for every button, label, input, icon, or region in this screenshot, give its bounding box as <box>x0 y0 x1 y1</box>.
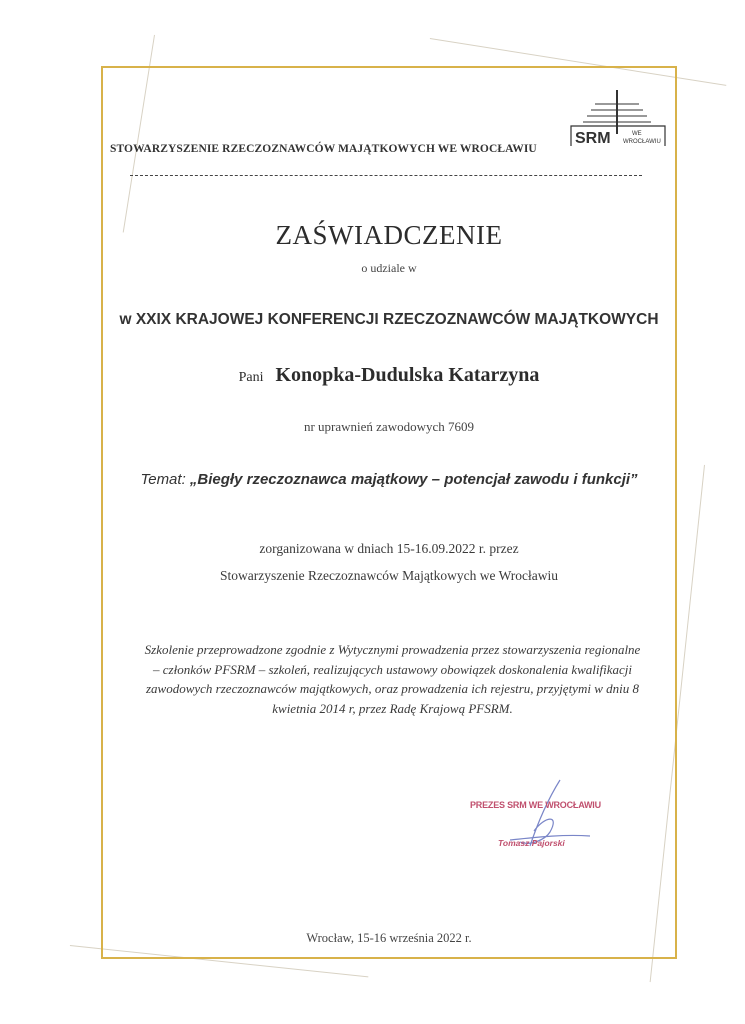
note-line: zawodowych rzeczoznawców majątkowych, oraz prowadzenia ich rejestru, przyjętymi w dniu 8 <box>145 681 639 696</box>
svg-text:SRM: SRM <box>575 130 611 147</box>
organizer-name: Stowarzyszenie Rzeczoznawców Majątkowych we Wrocławiu <box>219 568 559 583</box>
organized-dates: zorganizowana w dniach 15-16.09.2022 r. przez <box>259 541 519 556</box>
svg-text:WROCŁAWIU: WROCŁAWIU <box>623 139 661 145</box>
conference-name: w XXIX KRAJOWEJ KONFERENCJI RZECZOZNAWCÓW MAJĄTKOWYCH <box>119 311 659 328</box>
header-divider <box>130 175 642 176</box>
participant <box>101 364 677 387</box>
stamp-title: PREZES SRM WE WROCŁAWIU <box>470 800 601 810</box>
stamp-name: Tomasz Pajorski <box>498 838 565 848</box>
participant-name: Konopka-Dudulska Katarzyna <box>275 364 540 386</box>
note-line: – członków PFSRM – szkoleń, realizujących ustawowy obowiązek doskonalenia kwalifikacji <box>153 661 632 677</box>
training-note <box>115 640 670 718</box>
topic <box>101 471 677 488</box>
place-date: Wrocław, 15-16 września 2022 r. <box>306 931 472 945</box>
topic-title: „Biegły rzeczoznawca majątkowy – potencjał zawodu i funkcji” <box>189 471 638 488</box>
note-line: Szkolenie przeprowadzone zgodnie z Wytycznymi prowadzenia przez stowarzyszenia regionalne <box>144 642 641 657</box>
note-line: kwietnia 2014 r, przez Radę Krajową PFSRM. <box>272 700 513 716</box>
certificate-subtitle: o udziale w <box>361 261 417 275</box>
svg-text:WE: WE <box>632 131 642 137</box>
license-number: nr uprawnień zawodowych 7609 <box>303 419 475 434</box>
topic-label: Temat: <box>140 471 186 488</box>
organization-name: STOWARZYSZENIE RZECZOZNAWCÓW MAJĄTKOWYCH WE WROCŁAWIU <box>110 143 537 155</box>
srm-logo <box>565 88 671 150</box>
salutation: Pani <box>238 370 264 385</box>
certificate-title: ZAŚWIADCZENIE <box>275 220 503 250</box>
